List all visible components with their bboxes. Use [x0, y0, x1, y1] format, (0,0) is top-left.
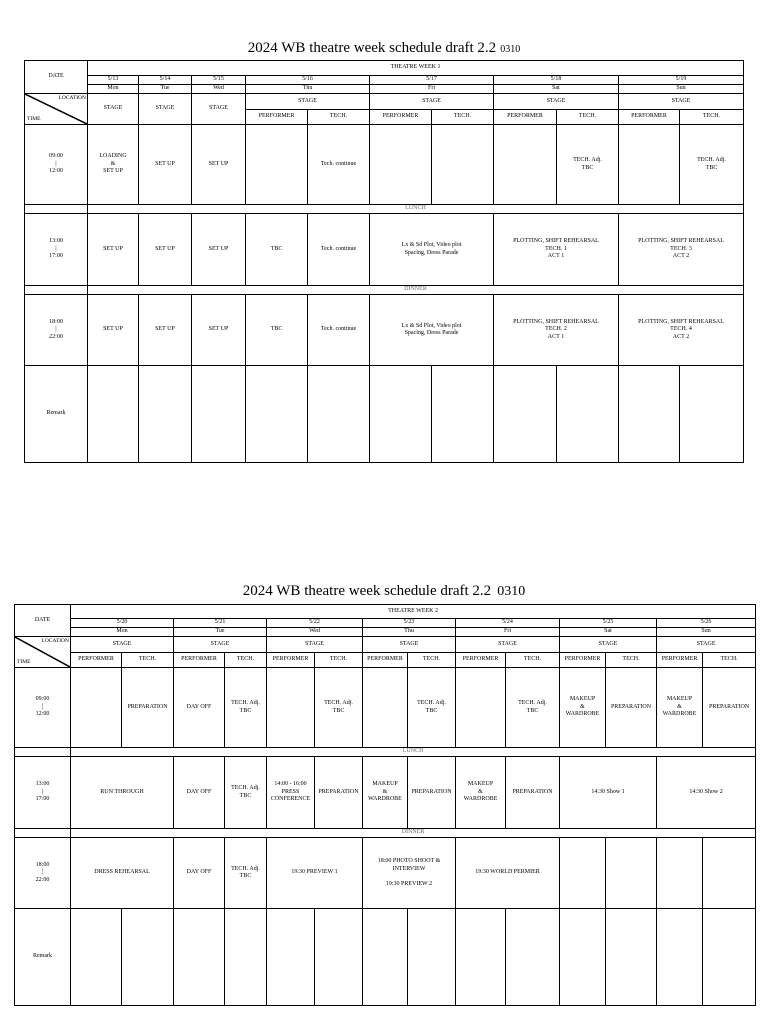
schedule-cell [619, 125, 680, 205]
separator-blank [15, 748, 71, 757]
day-of-week: Tue [139, 85, 192, 94]
schedule-cell: PLOTTING, SHIFT REHEARSAL TECH. 1 ACT 1 [494, 214, 619, 286]
location-cell: STAGE [267, 637, 363, 653]
week2-title [0, 583, 768, 600]
date-header: DATE [25, 61, 88, 94]
location-cell: STAGE [192, 94, 246, 125]
week1-title-text: 2024 WB theatre week schedule draft 2.2 [247, 40, 497, 56]
day-date: 5/14 [139, 76, 192, 85]
tech-subheader: TECH. [408, 652, 456, 668]
day-date: 5/19 [619, 76, 744, 85]
location-cell: STAGE [456, 637, 560, 653]
location-cell: STAGE [174, 637, 267, 653]
tech-subheader: TECH. [557, 109, 619, 125]
day-date: 5/23 [363, 619, 456, 628]
schedule-cell: SET UP [192, 125, 246, 205]
schedule-cell: Tech. continue [308, 125, 370, 205]
lunch-separator: LUNCH [71, 748, 756, 757]
tech-subheader: TECH. [432, 109, 494, 125]
remark-cell [557, 366, 619, 463]
schedule-cell: 14:00 - 16:00 PRESS CONFERENCE [267, 757, 315, 829]
remark-cell [506, 909, 560, 1006]
remark-cell [363, 909, 408, 1006]
remark-cell [225, 909, 267, 1006]
remark-cell [619, 366, 680, 463]
schedule-cell: SET UP [88, 214, 139, 286]
performer-subheader: PERFORMER [174, 652, 225, 668]
remark-cell [308, 366, 370, 463]
location-time-header [15, 637, 71, 668]
schedule-cell: 14:30 Show 2 [657, 757, 756, 829]
schedule-cell: SET UP [139, 214, 192, 286]
week2-schedule-table [14, 604, 756, 1006]
time-label: TIME [27, 116, 41, 123]
day-of-week: Sun [657, 628, 756, 637]
time-slot-evening: 18:00 | 22:00 [25, 295, 88, 366]
performer-subheader: PERFORMER [267, 652, 315, 668]
performer-subheader: PERFORMER [370, 109, 432, 125]
day-of-week: Sat [494, 85, 619, 94]
location-cell: STAGE [560, 637, 657, 653]
schedule-cell: MAKEUP & WARDROBE [456, 757, 506, 829]
schedule-cell: PREPARATION [506, 757, 560, 829]
remark-cell [88, 366, 139, 463]
schedule-cell [363, 668, 408, 748]
schedule-cell: DAY OFF [174, 838, 225, 909]
remark-cell [560, 909, 606, 1006]
schedule-cell: PREPARATION [606, 668, 657, 748]
day-of-week: Fri [456, 628, 560, 637]
schedule-cell: TECH. Adj. TBC [680, 125, 744, 205]
schedule-cell [246, 125, 308, 205]
separator-blank [15, 829, 71, 838]
schedule-cell: 19:30 PREVIEW 1 [267, 838, 363, 909]
tech-subheader: TECH. [703, 652, 756, 668]
dinner-separator: DINNER [71, 829, 756, 838]
remark-cell [174, 909, 225, 1006]
performer-subheader: PERFORMER [71, 652, 122, 668]
tech-subheader: TECH. [506, 652, 560, 668]
day-of-week: Tue [174, 628, 267, 637]
day-of-week: Wed [267, 628, 363, 637]
schedule-cell: PREPARATION [122, 668, 174, 748]
dinner-separator: DINNER [88, 286, 744, 295]
day-date: 5/22 [267, 619, 363, 628]
day-date: 5/21 [174, 619, 267, 628]
day-date: 5/17 [370, 76, 494, 85]
separator-blank [25, 205, 88, 214]
day-date: 5/16 [246, 76, 370, 85]
day-of-week: Thu [363, 628, 456, 637]
schedule-cell [703, 838, 756, 909]
time-slot-evening: 18:00 | 22:00 [15, 838, 71, 909]
schedule-cell: 14:30 Show 1 [560, 757, 657, 829]
week2-version: 0310 [497, 584, 526, 599]
schedule-cell: LOADING & SET UP [88, 125, 139, 205]
remark-cell [703, 909, 756, 1006]
schedule-cell: PLOTTING, SHIFT REHEARSAL TECH. 4 ACT 2 [619, 295, 744, 366]
day-of-week: Wed [192, 85, 246, 94]
theatre-week-header: THEATRE WEEK 2 [71, 605, 756, 619]
remark-cell [71, 909, 122, 1006]
remark-cell [246, 366, 308, 463]
location-label: LOCATION [58, 95, 86, 101]
schedule-cell: MAKEUP & WARDROBE [560, 668, 606, 748]
day-of-week: Fri [370, 85, 494, 94]
week2-title-text: 2024 WB theatre week schedule draft 2.2 [242, 583, 492, 599]
schedule-cell: SET UP [139, 295, 192, 366]
day-of-week: Sat [560, 628, 657, 637]
day-date: 5/26 [657, 619, 756, 628]
day-date: 5/24 [456, 619, 560, 628]
remark-cell [606, 909, 657, 1006]
location-cell: STAGE [88, 94, 139, 125]
performer-subheader: PERFORMER [456, 652, 506, 668]
schedule-cell [432, 125, 494, 205]
remark-cell [192, 366, 246, 463]
tech-subheader: TECH. [308, 109, 370, 125]
tech-subheader: TECH. [680, 109, 744, 125]
time-slot-afternoon: 13:00 | 17:00 [25, 214, 88, 286]
schedule-cell: MAKEUP & WARDROBE [363, 757, 408, 829]
schedule-cell: SET UP [192, 295, 246, 366]
day-of-week: Thu [246, 85, 370, 94]
performer-subheader: PERFORMER [619, 109, 680, 125]
performer-subheader: PERFORMER [246, 109, 308, 125]
schedule-cell: DAY OFF [174, 668, 225, 748]
schedule-cell: TECH. Adj. TBC [225, 838, 267, 909]
remark-cell [680, 366, 744, 463]
schedule-cell: 19:30 WORLD PERMIER [456, 838, 560, 909]
day-of-week: Mon [71, 628, 174, 637]
schedule-cell: TECH. Adj. TBC [225, 757, 267, 829]
schedule-cell [657, 838, 703, 909]
remark-cell [315, 909, 363, 1006]
schedule-cell [267, 668, 315, 748]
day-date: 5/25 [560, 619, 657, 628]
location-time-header [25, 94, 88, 125]
schedule-cell: RUN THROUGH [71, 757, 174, 829]
schedule-cell: 18:00 PHOTO SHOOT & INTERVIEW 19:30 PREVIEW 2 [363, 838, 456, 909]
remark-label: Remark [15, 909, 71, 1006]
week1-version: 0310 [500, 44, 521, 55]
performer-subheader: PERFORMER [494, 109, 557, 125]
location-cell: STAGE [246, 94, 370, 110]
location-cell: STAGE [494, 94, 619, 110]
schedule-cell: SET UP [139, 125, 192, 205]
day-of-week: Sun [619, 85, 744, 94]
schedule-cell: DRESS REHEARSAL [71, 838, 174, 909]
location-cell: STAGE [619, 94, 744, 110]
performer-subheader: PERFORMER [560, 652, 606, 668]
schedule-cell: SET UP [88, 295, 139, 366]
remark-cell [432, 366, 494, 463]
location-label: LOCATION [41, 638, 69, 644]
schedule-cell: TBC [246, 295, 308, 366]
schedule-cell: Tech. continue [308, 214, 370, 286]
schedule-cell [456, 668, 506, 748]
schedule-cell: TBC [246, 214, 308, 286]
schedule-cell: PREPARATION [703, 668, 756, 748]
schedule-cell: TECH. Adj. TBC [408, 668, 456, 748]
location-cell: STAGE [370, 94, 494, 110]
schedule-cell: DAY OFF [174, 757, 225, 829]
schedule-cell: Lx & Sd Plot, Video plot Spacing, Dress Parade [370, 214, 494, 286]
schedule-cell: PLOTTING, SHIFT REHEARSAL TECH. 2 ACT 1 [494, 295, 619, 366]
schedule-cell: PLOTTING, SHIFT REHEARSAL TECH. 3 ACT 2 [619, 214, 744, 286]
schedule-cell [560, 838, 606, 909]
separator-blank [25, 286, 88, 295]
day-date: 5/13 [88, 76, 139, 85]
tech-subheader: TECH. [315, 652, 363, 668]
schedule-cell: MAKEUP & WARDROBE [657, 668, 703, 748]
remark-cell [122, 909, 174, 1006]
schedule-cell: PREPARATION [408, 757, 456, 829]
week1-schedule-table [24, 60, 744, 463]
date-header: DATE [15, 605, 71, 637]
schedule-cell: TECH. Adj. TBC [225, 668, 267, 748]
remark-cell [494, 366, 557, 463]
theatre-week-header: THEATRE WEEK 1 [88, 61, 744, 76]
schedule-cell: TECH. Adj. TBC [315, 668, 363, 748]
day-date: 5/18 [494, 76, 619, 85]
location-cell: STAGE [363, 637, 456, 653]
remark-cell [139, 366, 192, 463]
schedule-cell: PREPARATION [315, 757, 363, 829]
schedule-cell: SET UP [192, 214, 246, 286]
remark-cell [267, 909, 315, 1006]
lunch-separator: LUNCH [88, 205, 744, 214]
time-label: TIME [17, 659, 31, 666]
day-date: 5/20 [71, 619, 174, 628]
schedule-cell: TECH. Adj. TBC [506, 668, 560, 748]
schedule-cell [606, 838, 657, 909]
schedule-cell [370, 125, 432, 205]
schedule-cell: TECH. Adj. TBC [557, 125, 619, 205]
remark-cell [408, 909, 456, 1006]
time-slot-morning: 09:00 | 12:00 [25, 125, 88, 205]
remark-label: Remark [25, 366, 88, 463]
tech-subheader: TECH. [606, 652, 657, 668]
day-date: 5/15 [192, 76, 246, 85]
performer-subheader: PERFORMER [657, 652, 703, 668]
day-of-week: Mon [88, 85, 139, 94]
location-cell: STAGE [657, 637, 756, 653]
remark-cell [456, 909, 506, 1006]
schedule-cell: Lx & Sd Plot, Video plot Spacing, Dress Parade [370, 295, 494, 366]
tech-subheader: TECH. [122, 652, 174, 668]
schedule-cell: Tech. continue [308, 295, 370, 366]
week1-title [0, 40, 768, 57]
time-slot-afternoon: 13:00 | 17:00 [15, 757, 71, 829]
schedule-cell [494, 125, 557, 205]
tech-subheader: TECH. [225, 652, 267, 668]
performer-subheader: PERFORMER [363, 652, 408, 668]
remark-cell [370, 366, 432, 463]
schedule-cell [71, 668, 122, 748]
remark-cell [657, 909, 703, 1006]
location-cell: STAGE [71, 637, 174, 653]
time-slot-morning: 09:00 | 12:00 [15, 668, 71, 748]
location-cell: STAGE [139, 94, 192, 125]
